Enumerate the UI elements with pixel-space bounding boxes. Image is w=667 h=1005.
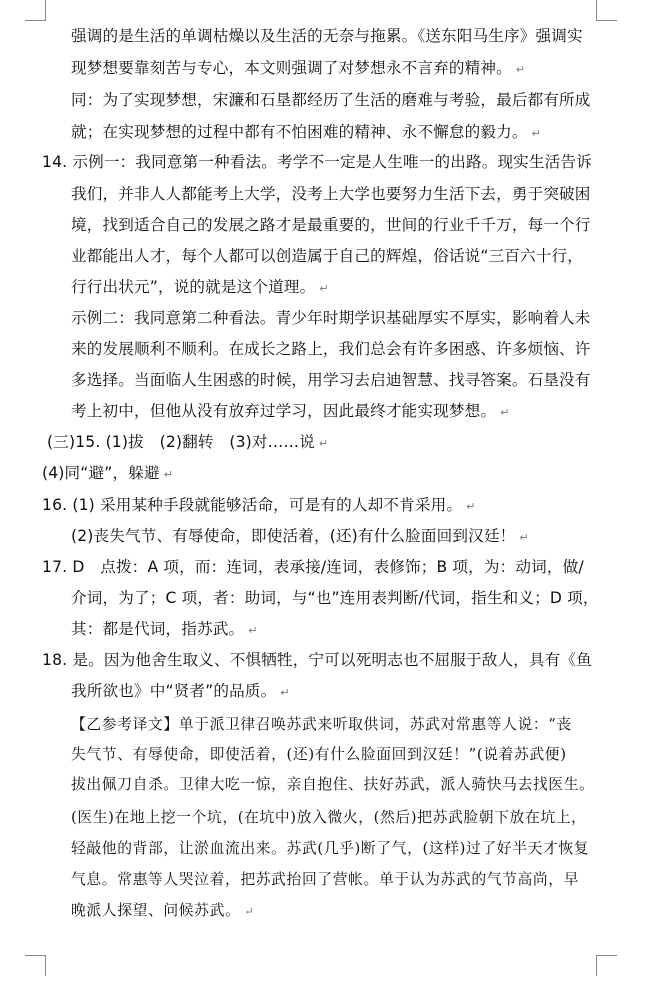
text-line: 14. 示例一：我同意第一种看法。考学不一定是人生唯一的出路。现实生活告诉: [42, 153, 592, 171]
text-line: 17. D 点拨：A 项，而：连词，表承接/连词，表修饰；B 项，为：动词，做/: [42, 558, 584, 576]
translation-line: 失气节、有辱使命，即使活着，(还)有什么脸面回到汉廷！”(说着苏武便): [71, 746, 567, 763]
text-line: 其：都是代词，指苏武。 ↵: [71, 620, 258, 638]
crop-mark-top-right: [596, 0, 617, 21]
text-line: 16. (1) 采用某种手段就能够活命，可是有的人却不肯采用。 ↵: [42, 496, 476, 514]
text-line: 来的发展顺利不顺利。在成长之路上，我们总会有许多困惑、许多烦恼、许: [71, 340, 591, 358]
text-line: 强调的是生活的单调枯燥以及生活的无奈与拖累。《送东阳马生序》强调实: [71, 27, 583, 45]
paragraph-mark: ↵: [163, 468, 174, 481]
translation-line: 【乙参考译文】单于派卫律召唤苏武来听取供词，苏武对常惠等人说：“丧: [71, 716, 572, 733]
translation-line: 拔出佩刀自杀。卫律大吃一惊，亲自抱住、扶好苏武，派人骑快马去找医生。: [71, 776, 595, 793]
text-line: 18. 是。因为他舍生取义、不惧牺牲，宁可以死明志也不屈服于敌人，具有《鱼: [42, 651, 592, 669]
text-line: (三)15. (1)拔 (2)翻转 (3)对……说 ↵: [47, 433, 329, 451]
text-line: 示例二：我同意第二种看法。青少年时期学识基础厚实不厚实，影响着人未: [71, 309, 591, 327]
text-line: 我所欲也》中“贤者”的品质。 ↵: [71, 682, 290, 700]
paragraph-mark: ↵: [319, 282, 329, 295]
text-line: 考上初中，但他从没有放弃过学习，因此最终才能实现梦想。 ↵: [71, 402, 510, 420]
text-line: (4)同“避”，躲避 ↵: [42, 464, 174, 482]
text-line: 现梦想要靠刻苦与专心，本文则强调了对梦想永不言弃的精神。 ↵: [71, 59, 526, 77]
paragraph-mark: ↵: [318, 437, 329, 450]
paragraph-mark: ↵: [515, 63, 526, 76]
text-line: 就；在实现梦想的过程中都有不怕困难的精神、永不懈怠的毅力。 ↵: [71, 123, 541, 141]
text-line: 行行出状元”，说的就是这个道理。 ↵: [71, 278, 329, 296]
translation-line: 轻敲他的背部，让淤血流出来。苏武(几乎)断了气，(这样)过了好半天才恢复: [71, 840, 590, 857]
paragraph-mark: ↵: [500, 406, 510, 419]
paragraph-mark: ↵: [244, 905, 255, 918]
paragraph-mark: ↵: [466, 500, 476, 513]
text-line: 多选择。当面临人生困惑的时候，用学习去启迪智慧、找寻答案。石垦没有: [71, 371, 591, 389]
text-line: 业都能出人才，每个人都可以创造属于自己的辉煌，俗话说“三百六十行，: [71, 247, 584, 265]
text-line: 同：为了实现梦想，宋濂和石垦都经历了生活的磨难与考验，最后都有所成: [71, 91, 591, 109]
translation-line: 晚派人探望、问候苏武。 ↵: [71, 902, 255, 919]
translation-line: 气息。常惠等人哭泣着，把苏武抬回了营帐。单于认为苏武的气节高尚，早: [71, 871, 580, 888]
translation-line: (医生)在地上挖一个坑，(在坑中)放入微火，(然后)把苏武脸朝下放在坑上，: [71, 809, 587, 826]
text-line: 我们，并非人人都能考上大学，没考上大学也要努力生活下去，勇于突破困: [71, 185, 591, 203]
paragraph-mark: ↵: [531, 127, 541, 140]
paragraph-mark: ↵: [248, 624, 258, 637]
crop-mark-bottom-left: [25, 955, 46, 976]
text-line: 介词，为了；C 项，者：助词，与“也”连用表判断/代词，指生和义；D 项，: [71, 589, 599, 607]
text-line: (2)丧失气节、有辱使命，即使活着，(还)有什么脸面回到汉廷！ ↵: [71, 527, 529, 545]
crop-mark-top-left: [25, 0, 46, 21]
crop-mark-bottom-right: [596, 955, 617, 976]
paragraph-mark: ↵: [519, 531, 529, 544]
text-line: 境，找到适合自己的发展之路才是最重要的，世间的行业千千万，每一个行: [71, 216, 591, 234]
paragraph-mark: ↵: [280, 686, 290, 699]
